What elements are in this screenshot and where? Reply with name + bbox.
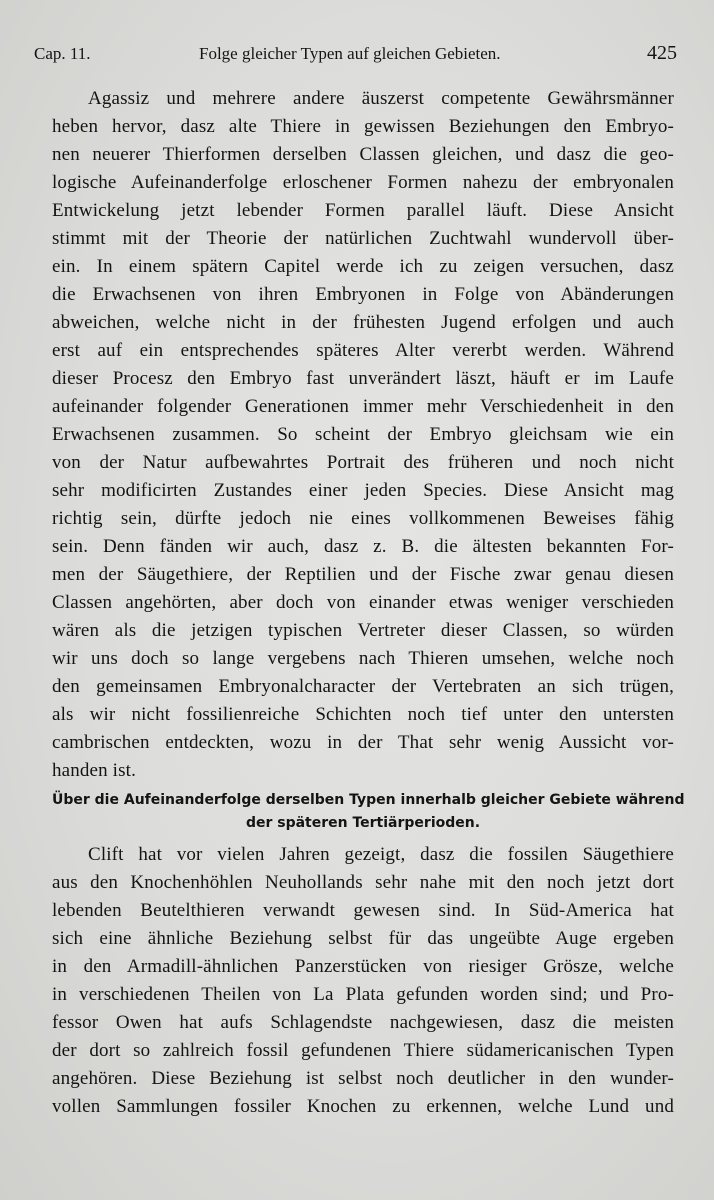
text-line: Classen angehörten, aber doch von einander etwas weniger verschieden bbox=[52, 592, 674, 613]
text-line: lebenden Beutelthieren verwandt gewesen sind. In Süd-America hat bbox=[52, 900, 674, 921]
text-line: handen ist. bbox=[52, 760, 136, 781]
text-line: wir uns doch so lange vergebens nach Thieren umsehen, welche noch bbox=[52, 648, 674, 669]
text-line: angehören. Diese Beziehung ist selbst noch deutlicher in den wunder- bbox=[52, 1068, 674, 1089]
running-title: Folge gleicher Typen auf gleichen Gebieten. bbox=[199, 44, 501, 63]
chapter-label: Cap. 11. bbox=[34, 44, 91, 63]
text-line: heben hervor, dasz alte Thiere in gewissen Beziehungen den Embryo- bbox=[52, 116, 674, 137]
text-line: aus den Knochenhöhlen Neuhollands sehr nahe mit den noch jetzt dort bbox=[52, 872, 674, 893]
text-line: sehr modificirten Zustandes einer jeden Species. Diese Ansicht mag bbox=[52, 480, 674, 501]
text-line: richtig sein, dürfte jedoch nie eines vollkommenen Beweises fähig bbox=[52, 508, 674, 529]
paragraph-agassiz bbox=[52, 85, 674, 785]
text-line: Erwachsenen zusammen. So scheint der Embryo gleichsam wie ein bbox=[52, 424, 674, 445]
text-line: vollen Sammlungen fossiler Knochen zu erkennen, welche Lund und bbox=[52, 1096, 674, 1117]
text-line: Agassiz und mehrere andere äuszerst competente Gewährsmänner bbox=[88, 88, 674, 109]
text-line: sich eine ähnliche Beziehung selbst für das ungeübte Auge ergeben bbox=[52, 928, 674, 949]
text-line: in verschiedenen Theilen von La Plata gefunden worden sind; und Pro- bbox=[52, 984, 674, 1005]
text-line: nen neuerer Thierformen derselben Classen gleichen, und dasz die geo- bbox=[52, 144, 674, 165]
text-line: von der Natur aufbewahrtes Portrait des früheren und noch nicht bbox=[52, 452, 674, 473]
text-line: ein. In einem spätern Capitel werde ich zu zeigen versuchen, dasz bbox=[52, 256, 674, 277]
text-line: Entwickelung jetzt lebender Formen parallel läuft. Diese Ansicht bbox=[52, 200, 674, 221]
text-line: die Erwachsenen von ihren Embryonen in Folge von Abänderungen bbox=[52, 284, 674, 305]
text-line: wären als die jetzigen typischen Vertreter dieser Classen, so würden bbox=[52, 620, 674, 641]
section-heading bbox=[52, 789, 685, 835]
page-number: 425 bbox=[647, 42, 677, 64]
text-line: dieser Procesz den Embryo fast unverändert läszt, häuft er im Laufe bbox=[52, 368, 674, 389]
text-line: abweichen, welche nicht in der frühesten Jugend erfolgen und auch bbox=[52, 312, 674, 333]
text-line: stimmt mit der Theorie der natürlichen Zuchtwahl wundervoll über- bbox=[52, 228, 674, 249]
heading-line: Über die Aufeinanderfolge derselben Typen innerhalb gleicher Gebiete während bbox=[52, 792, 685, 808]
text-line: men der Säugethiere, der Reptilien und der Fische zwar genau diesen bbox=[52, 564, 674, 585]
text-line: aufeinander folgender Generationen immer mehr Verschiedenheit in den bbox=[52, 396, 674, 417]
text-line: logische Aufeinanderfolge erloschener Formen nahezu der embryonalen bbox=[52, 172, 674, 193]
heading-line: der späteren Tertiärperioden. bbox=[245, 815, 481, 831]
text-line: cambrischen entdeckten, wozu in der That sehr wenig Aussicht vor- bbox=[52, 732, 674, 753]
running-header bbox=[34, 40, 677, 70]
text-line: als wir nicht fossilienreiche Schichten noch tief unter den untersten bbox=[52, 704, 674, 725]
text-line: erst auf ein entsprechendes späteres Alter vererbt werden. Während bbox=[52, 340, 674, 361]
text-line: in den Armadill-ähnlichen Panzerstücken von riesiger Grösze, welche bbox=[52, 956, 674, 977]
text-line: fessor Owen hat aufs Schlagendste nachgewiesen, dasz die meisten bbox=[52, 1012, 674, 1033]
paragraph-clift bbox=[52, 841, 674, 1121]
text-line: Clift hat vor vielen Jahren gezeigt, dasz die fossilen Säugethiere bbox=[88, 844, 674, 865]
text-line: der dort so zahlreich fossil gefundenen Thiere südamericanischen Typen bbox=[52, 1040, 674, 1061]
text-line: den gemeinsamen Embryonalcharacter der Vertebraten an sich trügen, bbox=[52, 676, 674, 697]
text-line: sein. Denn fänden wir auch, dasz z. B. die ältesten bekannten For- bbox=[52, 536, 674, 557]
